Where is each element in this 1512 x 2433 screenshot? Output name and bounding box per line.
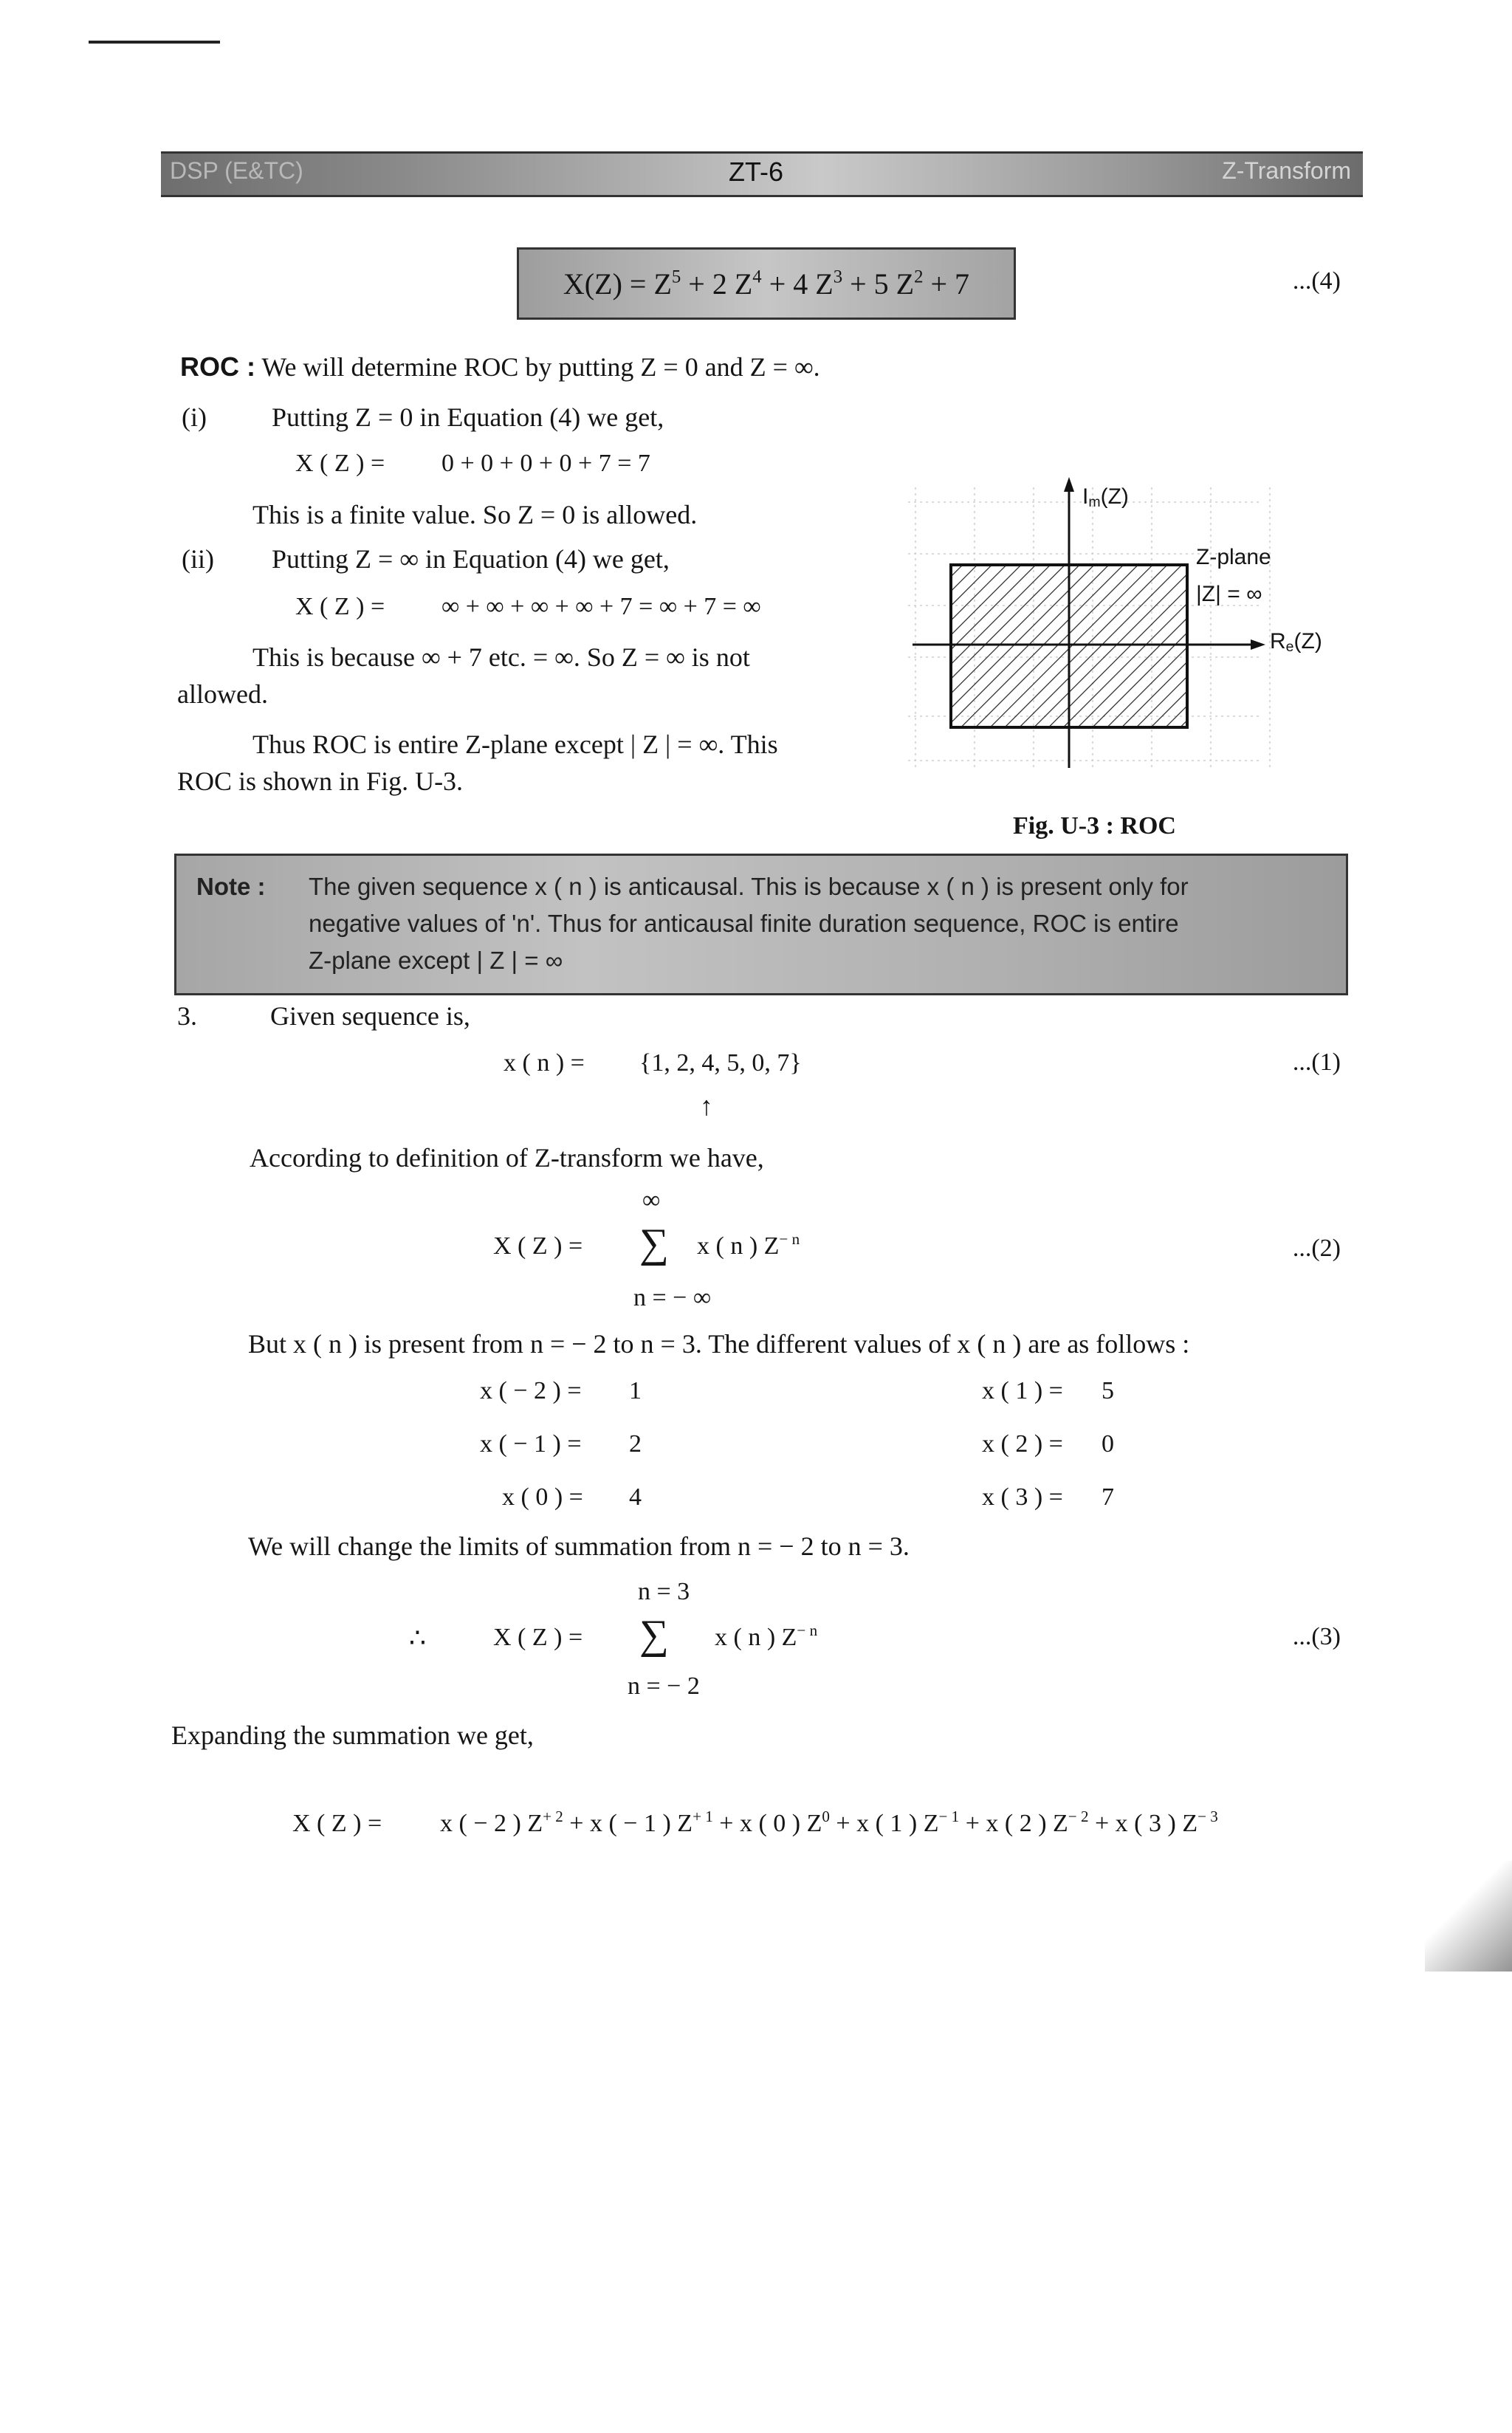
eq1-lhs: x ( n ) = xyxy=(504,1049,585,1077)
final-lhs: X ( Z ) = xyxy=(292,1810,382,1837)
question-text: Given sequence is, xyxy=(270,1001,470,1031)
equation-number-2: ...(2) xyxy=(1292,1235,1341,1262)
value-key-1: x ( − 1 ) = xyxy=(480,1430,582,1458)
eq1-rhs: {1, 2, 4, 5, 0, 7} xyxy=(639,1049,802,1077)
eq2-lower-limit: n = − ∞ xyxy=(633,1284,712,1311)
value-1: 2 xyxy=(629,1430,642,1458)
eq3-upper-limit: n = 3 xyxy=(638,1578,690,1605)
equation-number-4: ...(4) xyxy=(1292,267,1341,295)
roc-paragraph xyxy=(180,351,820,382)
eq3-lhs: X ( Z ) = xyxy=(493,1624,583,1651)
imaginary-axis-label: $I_m(Z)$ xyxy=(1082,484,1129,510)
eq2-summation-icon: ∑ xyxy=(639,1221,669,1266)
value-key-5: x ( 3 ) = xyxy=(982,1483,1063,1511)
expand-text: Expanding the summation we get, xyxy=(171,1720,534,1750)
final-term-1: + x ( − 1 ) $Z^{+ 1}$ xyxy=(563,1807,713,1837)
boxed-equation-4 xyxy=(517,247,1016,320)
final-term-4: + x ( 2 ) $Z^{- 2}$ xyxy=(959,1807,1089,1837)
case-ii-rhs: ∞ + ∞ + ∞ + ∞ + 7 = ∞ + 7 = ∞ xyxy=(441,593,761,620)
value-0: 1 xyxy=(629,1377,642,1404)
roc-figure xyxy=(908,473,1351,783)
roc-label: ROC : xyxy=(180,351,255,382)
case-ii-lhs: X ( Z ) = xyxy=(295,593,385,620)
note-line-3: Z-plane except | Z | = ∞ xyxy=(309,947,563,974)
case-ii-text: Putting Z = ∞ in Equation (4) we get, xyxy=(272,544,670,574)
note-line-1: The given sequence x ( n ) is anticausal. This is because x ( n ) is present only for xyxy=(309,873,1189,900)
final-term-0: x ( − 2 ) $Z^{+ 2}$ xyxy=(440,1807,563,1837)
real-axis-label: $R_e(Z)$ xyxy=(1270,629,1322,655)
imaginary-axis-arrow-icon xyxy=(1064,477,1074,492)
eq2-term: x ( n ) $Z^{- n}$ xyxy=(697,1229,800,1260)
scan-shadow xyxy=(1425,1861,1512,1972)
z-plane-label: Z-plane xyxy=(1196,545,1271,569)
therefore-icon: ∴ xyxy=(409,1623,426,1653)
eq3-lower-limit: n = − 2 xyxy=(628,1672,700,1700)
final-term-3: + x ( 1 ) $Z^{- 1}$ xyxy=(829,1807,960,1837)
value-key-0: x ( − 2 ) = xyxy=(480,1377,582,1404)
note-label: Note : xyxy=(196,873,266,900)
case-i-text: Putting Z = 0 in Equation (4) we get, xyxy=(272,402,664,432)
figure-caption: Fig. U-3 : ROC xyxy=(1013,812,1176,840)
limits-text: We will change the limits of summation from n = − 2 to n = 3. xyxy=(248,1531,910,1561)
real-axis-arrow-icon xyxy=(1251,639,1265,650)
case-ii-note-2: allowed. xyxy=(177,679,268,709)
final-term-2: + x ( 0 ) $Z^0$ xyxy=(712,1807,830,1837)
roc-conclusion-1: Thus ROC is entire Z-plane except | Z | = ∞. This xyxy=(252,730,778,759)
value-4: 0 xyxy=(1102,1430,1114,1458)
final-term-5: + x ( 3 ) $Z^{- 3}$ xyxy=(1088,1807,1218,1837)
equation-number-3: ...(3) xyxy=(1292,1623,1341,1650)
case-i-note: This is a finite value. So Z = 0 is allowed. xyxy=(252,500,698,529)
case-ii-note-1: This is because ∞ + 7 etc. = ∞. So Z = ∞ is not xyxy=(252,642,750,672)
origin-arrow-icon: ↑ xyxy=(700,1091,713,1121)
definition-text: According to definition of Z-transform we have, xyxy=(250,1143,764,1173)
eq3-summation-icon: ∑ xyxy=(639,1612,669,1658)
header-right-title: Z-Transform xyxy=(1222,157,1351,184)
roc-conclusion-2: ROC is shown in Fig. U-3. xyxy=(177,766,464,796)
note-line-2: negative values of 'n'. Thus for anticausal finite duration sequence, ROC is entire xyxy=(309,910,1179,937)
value-5: 7 xyxy=(1102,1483,1114,1511)
eq3-term: x ( n ) $Z^{- n}$ xyxy=(715,1621,818,1651)
value-key-4: x ( 2 ) = xyxy=(982,1430,1063,1458)
equation-number-1: ...(1) xyxy=(1292,1049,1341,1076)
roc-intro: We will determine ROC by putting Z = 0 and Z = ∞. xyxy=(261,352,820,382)
value-key-2: x ( 0 ) = xyxy=(502,1483,583,1511)
page-number: ZT-6 xyxy=(728,157,783,187)
eq2-lhs: X ( Z ) = xyxy=(493,1232,583,1260)
case-i-rhs: 0 + 0 + 0 + 0 + 7 = 7 xyxy=(441,450,650,477)
case-i-number: (i) xyxy=(182,402,207,432)
value-3: 5 xyxy=(1102,1377,1114,1404)
top-rule xyxy=(89,41,220,44)
eq4-text: $X(Z) = Z^5 + 2$ $Z^4 + 4$ $Z^3 + 5$ $Z^2 + 7$ xyxy=(563,267,970,301)
z-infinity-label: |Z| = ∞ xyxy=(1196,582,1262,606)
question-number: 3. xyxy=(177,1001,197,1031)
case-i-lhs: X ( Z ) = xyxy=(295,450,385,477)
final-expansion xyxy=(440,1809,1218,1838)
header-left-title: DSP (E&TC) xyxy=(170,157,303,184)
but-text: But x ( n ) is present from n = − 2 to n = 3. The different values of x ( n ) are as follows : xyxy=(248,1329,1190,1359)
eq2-upper-limit: ∞ xyxy=(642,1187,661,1214)
value-key-3: x ( 1 ) = xyxy=(982,1377,1063,1404)
case-ii-number: (ii) xyxy=(182,544,214,574)
value-2: 4 xyxy=(629,1483,642,1511)
